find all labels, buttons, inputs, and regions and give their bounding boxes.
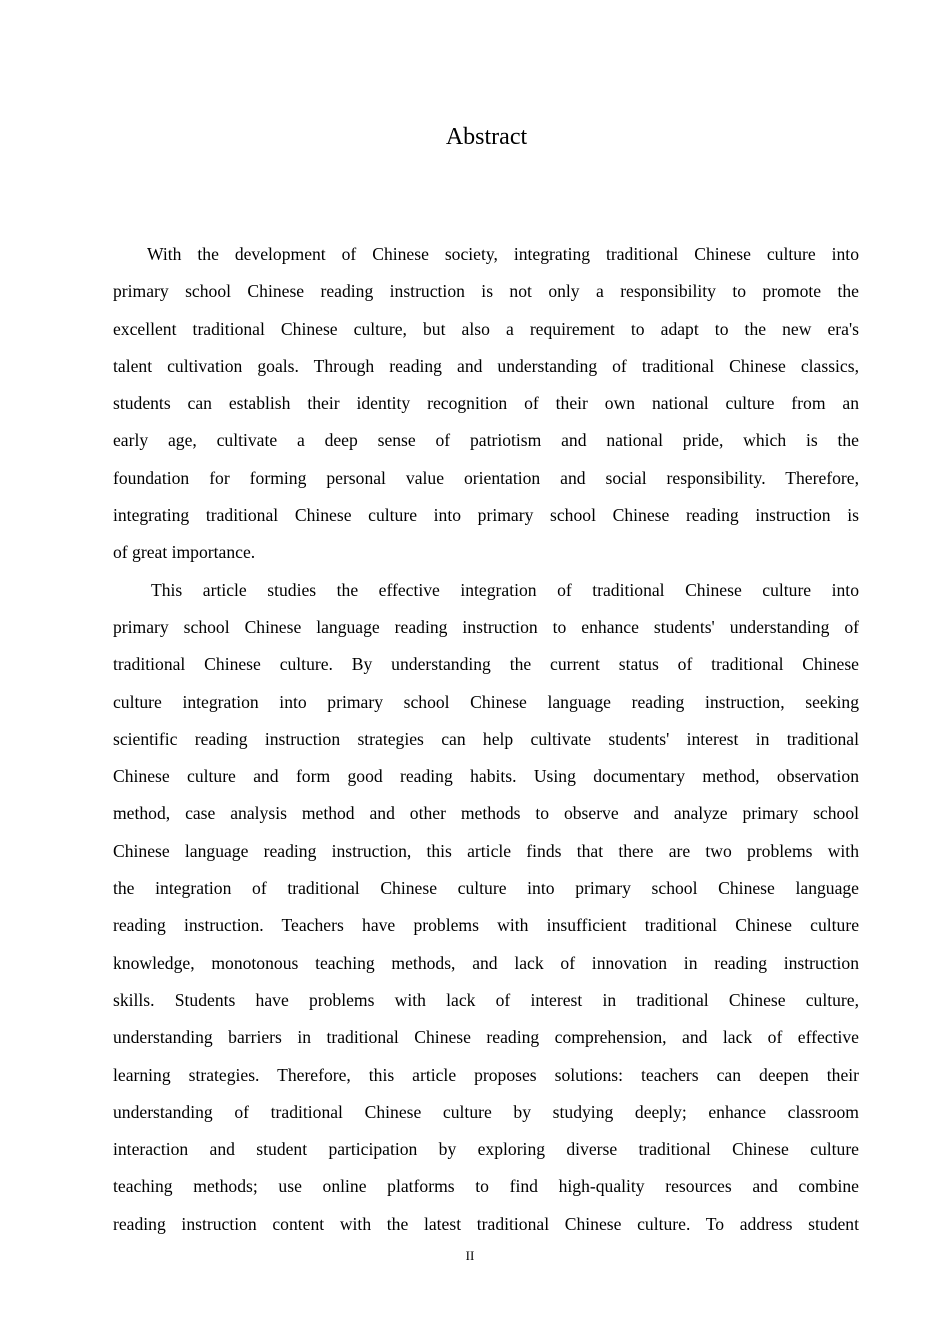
text-line: early age, cultivate a deep sense of patriotism and national pride, which is the — [113, 430, 859, 451]
text-line: reading instruction content with the latest traditional Chinese culture. To address student — [113, 1213, 859, 1234]
text-line: understanding of traditional Chinese culture by studying deeply; enhance classroom — [113, 1101, 859, 1122]
text-line: teaching methods; use online platforms to find high-quality resources and combine — [113, 1176, 859, 1197]
text-line: learning strategies. Therefore, this article proposes solutions: teachers can deepen their — [113, 1064, 859, 1085]
text-line: culture integration into primary school Chinese language reading instruction, seeking — [113, 691, 859, 712]
text-line: With the development of Chinese society, integrating traditional Chinese culture into — [147, 244, 859, 264]
text-line: talent cultivation goals. Through reading and understanding of traditional Chinese classics, — [113, 355, 859, 376]
text-line: knowledge, monotonous teaching methods, and lack of innovation in reading instruction — [113, 952, 859, 973]
text-line: Chinese culture and form good reading habits. Using documentary method, observation — [113, 766, 859, 787]
text-line: of great importance. — [113, 542, 256, 563]
text-line: method, case analysis method and other methods to observe and analyze primary school — [113, 803, 859, 824]
text-line: scientific reading instruction strategies can help cultivate students' interest in traditional — [113, 728, 859, 749]
page-title: Abstract — [445, 124, 528, 150]
text-line: students can establish their identity recognition of their own national culture from an — [113, 393, 859, 414]
text-line: primary school Chinese language reading instruction to enhance students' understanding of — [113, 616, 859, 637]
text-line: excellent traditional Chinese culture, but also a requirement to adapt to the new era's — [113, 318, 859, 339]
page-number: II — [465, 1248, 475, 1263]
text-line: primary school Chinese reading instruction is not only a responsibility to promote the — [113, 281, 859, 302]
text-line: integrating traditional Chinese culture into primary school Chinese reading instruction is — [113, 505, 859, 526]
paragraph — [113, 572, 859, 1243]
text-line: skills. Students have problems with lack of interest in traditional Chinese culture, — [113, 989, 859, 1010]
text-line: the integration of traditional Chinese culture into primary school Chinese language — [113, 878, 859, 899]
text-line: reading instruction. Teachers have problems with insufficient traditional Chinese culture — [113, 915, 859, 936]
text-line: interaction and student participation by exploring diverse traditional Chinese culture — [113, 1139, 859, 1160]
text-line: Chinese language reading instruction, this article finds that there are two problems with — [113, 840, 859, 861]
text-line: This article studies the effective integration of traditional Chinese culture into — [151, 579, 859, 600]
text-line: foundation for forming personal value orientation and social responsibility. Therefore, — [113, 467, 859, 488]
text-line: traditional Chinese culture. By understanding the current status of traditional Chinese — [113, 654, 859, 675]
abstract-body — [113, 236, 859, 1243]
text-line: understanding barriers in traditional Chinese reading comprehension, and lack of effective — [113, 1027, 859, 1048]
paragraph — [113, 236, 859, 572]
